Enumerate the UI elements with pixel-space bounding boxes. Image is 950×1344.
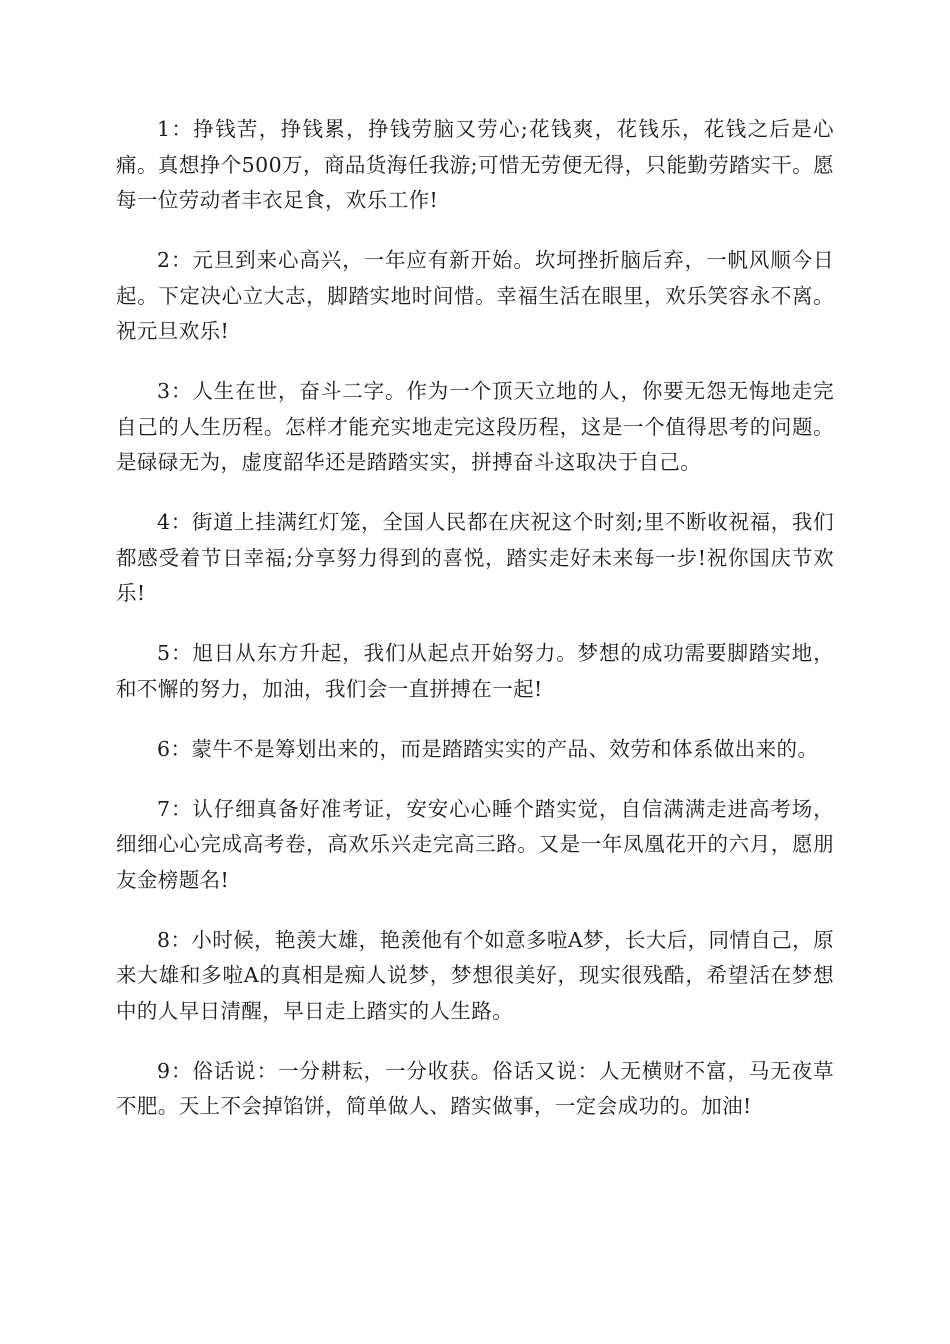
paragraph-8: 8：小时候，艳羡大雄，艳羡他有个如意多啦A梦，长大后，同情自己，原来大雄和多啦A的真相是痴人说梦，梦想很美好，现实很残酷，希望活在梦想中的人早日清醒，早日走上踏实的人生路。 — [116, 927, 834, 1023]
paragraph-2: 2：元旦到来心高兴，一年应有新开始。坎坷挫折脑后弃，一帆风顺今日起。下定决心立大志，脚踏实地时间惜。幸福生活在眼里，欢乐笑容永不离。祝元旦欢乐! — [116, 248, 834, 343]
paragraph-7: 7：认仔细真备好准考证，安安心心睡个踏实觉，自信满满走进高考场，细细心心完成高考卷，高欢乐兴走完高三路。又是一年凤凰花开的六月，愿朋友金榜题名! — [116, 796, 834, 892]
document-page — [116, 112, 834, 1149]
paragraph-9: 9：俗话说：一分耕耘，一分收获。俗话又说：人无横财不富，马无夜草不肥。天上不会掉馅饼，简单做人、踏实做事，一定会成功的。加油! — [116, 1058, 834, 1118]
paragraph-4: 4：街道上挂满红灯笼，全国人民都在庆祝这个时刻;里不断收祝福，我们都感受着节日幸福;分享努力得到的喜悦，踏实走好未来每一步!祝你国庆节欢乐! — [116, 510, 834, 605]
paragraph-6: 6：蒙牛不是筹划出来的，而是踏踏实实的产品、效劳和体系做出来的。 — [157, 736, 819, 761]
paragraph-5: 5：旭日从东方升起，我们从起点开始努力。梦想的成功需要脚踏实地，和不懈的努力，加油，我们会一直拼搏在一起! — [116, 641, 834, 701]
paragraph-3: 3：人生在世，奋斗二字。作为一个顶天立地的人，你要无怨无悔地走完自己的人生历程。怎样才能充实地走完这段历程，这是一个值得思考的问题。是碌碌无为，虚度韶华还是踏踏实实，拼搏奋斗这取决于自己。 — [116, 379, 834, 474]
paragraph-1: 1：挣钱苦，挣钱累，挣钱劳脑又劳心;花钱爽，花钱乐，花钱之后是心痛。真想挣个500万，商品货海任我游;可惜无劳便无得，只能勤劳踏实干。愿每一位劳动者丰衣足食，欢乐工作! — [116, 117, 834, 212]
